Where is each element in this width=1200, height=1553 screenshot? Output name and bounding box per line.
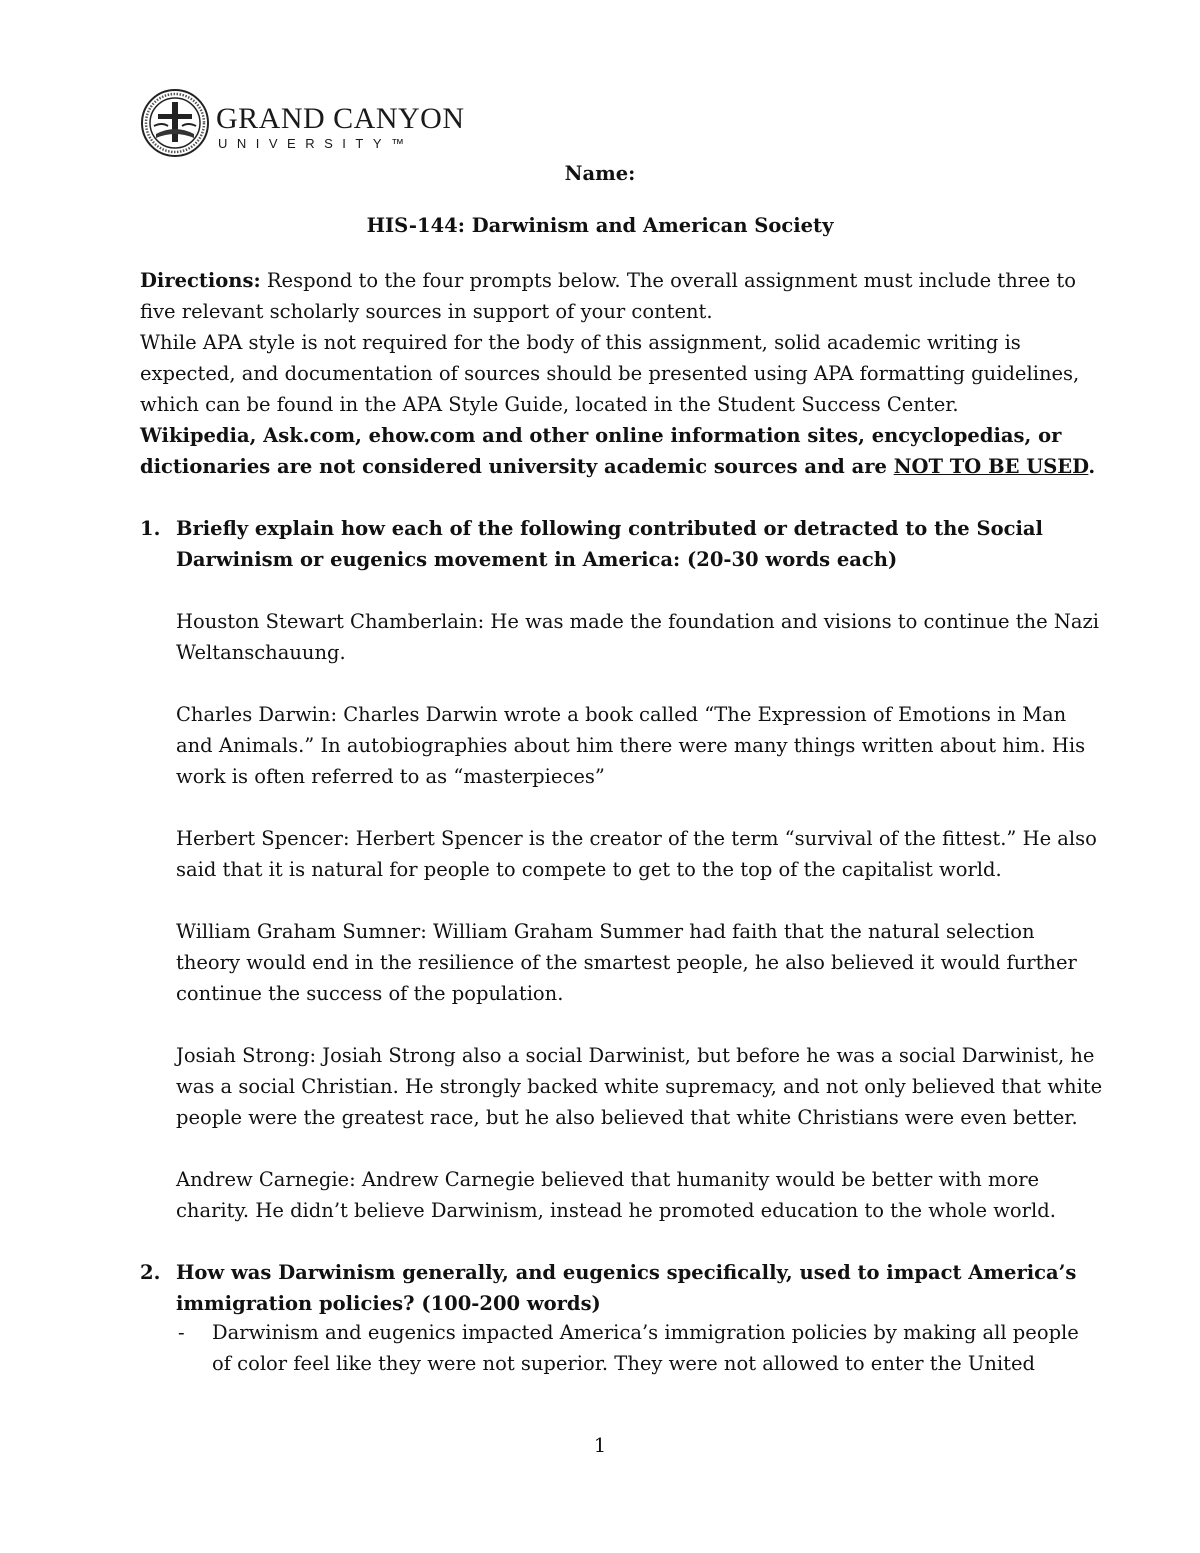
answer-chamberlain-line-1: Houston Stewart Chamberlain: He was made the foundation and visions to continue the Nazi	[176, 610, 1100, 633]
bullet-dash: -	[178, 1321, 185, 1344]
sources-warning-line-2	[140, 451, 1095, 482]
answer-strong-line-3: people were the greatest race, but he also believed that white Christians were even better.	[176, 1106, 1078, 1129]
warning-period: .	[1088, 455, 1096, 478]
question-1-number: 1.	[140, 517, 161, 540]
page-number: 1	[593, 1434, 607, 1457]
university-seal-icon	[140, 88, 210, 158]
logo-wordmark: GRAND CANYON	[216, 102, 465, 135]
course-title: HIS-144: Darwinism and American Society	[366, 214, 834, 237]
answer-spencer-line-1: Herbert Spencer: Herbert Spencer is the creator of the term “survival of the fittest.” He also	[176, 827, 1097, 850]
answer-darwin-line-3: work is often referred to as “masterpieces”	[176, 765, 605, 788]
question-1-line-1: Briefly explain how each of the following contributed or detracted to the Social	[176, 517, 1043, 540]
answer-spencer-line-2: said that it is natural for people to compete to get to the top of the capitalist world.	[176, 858, 1002, 881]
directions-line-5: which can be found in the APA Style Guide, located in the Student Success Center.	[140, 393, 959, 416]
warning-text: dictionaries are not considered university academic sources and are	[140, 455, 894, 478]
name-label: Name:	[564, 162, 636, 185]
answer-carnegie-line-2: charity. He didn’t believe Darwinism, instead he promoted education to the whole world.	[176, 1199, 1056, 1222]
directions-text-1: Respond to the four prompts below. The overall assignment must include three to	[260, 269, 1076, 292]
question-2-line-2: immigration policies? (100-200 words)	[176, 1292, 601, 1315]
directions-label: Directions:	[140, 269, 261, 292]
answer-strong-line-1: Josiah Strong: Josiah Strong also a social Darwinist, but before he was a social Darwinist, he	[176, 1044, 1095, 1067]
question-1-line-2: Darwinism or eugenics movement in America: (20-30 words each)	[176, 548, 898, 571]
directions-line-4: expected, and documentation of sources should be presented using APA formatting guidelines,	[140, 362, 1080, 385]
answer-sumner-line-2: theory would end in the resilience of the smartest people, he also believed it would further	[176, 951, 1077, 974]
question-2-number: 2.	[140, 1261, 161, 1284]
university-logo	[140, 88, 470, 160]
answer-sumner-line-1: William Graham Sumner: William Graham Summer had faith that the natural selection	[176, 920, 1035, 943]
answer-q2-line-2: of color feel like they were not superior. They were not allowed to enter the United	[212, 1352, 1035, 1375]
answer-q2-line-1: Darwinism and eugenics impacted America’s immigration policies by making all people	[212, 1321, 1079, 1344]
question-2-line-1: How was Darwinism generally, and eugenics specifically, used to impact America’s	[176, 1261, 1077, 1284]
answer-darwin-line-1: Charles Darwin: Charles Darwin wrote a book called “The Expression of Emotions in Man	[176, 703, 1067, 726]
answer-darwin-line-2: and Animals.” In autobiographies about him there were many things written about him. His	[176, 734, 1086, 757]
directions-line-3: While APA style is not required for the body of this assignment, solid academic writing is	[140, 331, 1021, 354]
directions-line-1	[140, 265, 1076, 296]
sources-warning-line-1: Wikipedia, Ask.com, ehow.com and other online information sites, encyclopedias, or	[140, 424, 1062, 447]
logo-subtitle: UNIVERSITY™	[218, 136, 414, 151]
answer-strong-line-2: was a social Christian. He strongly backed white supremacy, and not only believed that white	[176, 1075, 1103, 1098]
directions-line-2: five relevant scholarly sources in support of your content.	[140, 300, 713, 323]
not-to-be-used-text: NOT TO BE USED	[893, 455, 1089, 478]
answer-chamberlain-line-2: Weltanschauung.	[176, 641, 346, 664]
answer-sumner-line-3: continue the success of the population.	[176, 982, 564, 1005]
answer-carnegie-line-1: Andrew Carnegie: Andrew Carnegie believed that humanity would be better with more	[176, 1168, 1040, 1191]
